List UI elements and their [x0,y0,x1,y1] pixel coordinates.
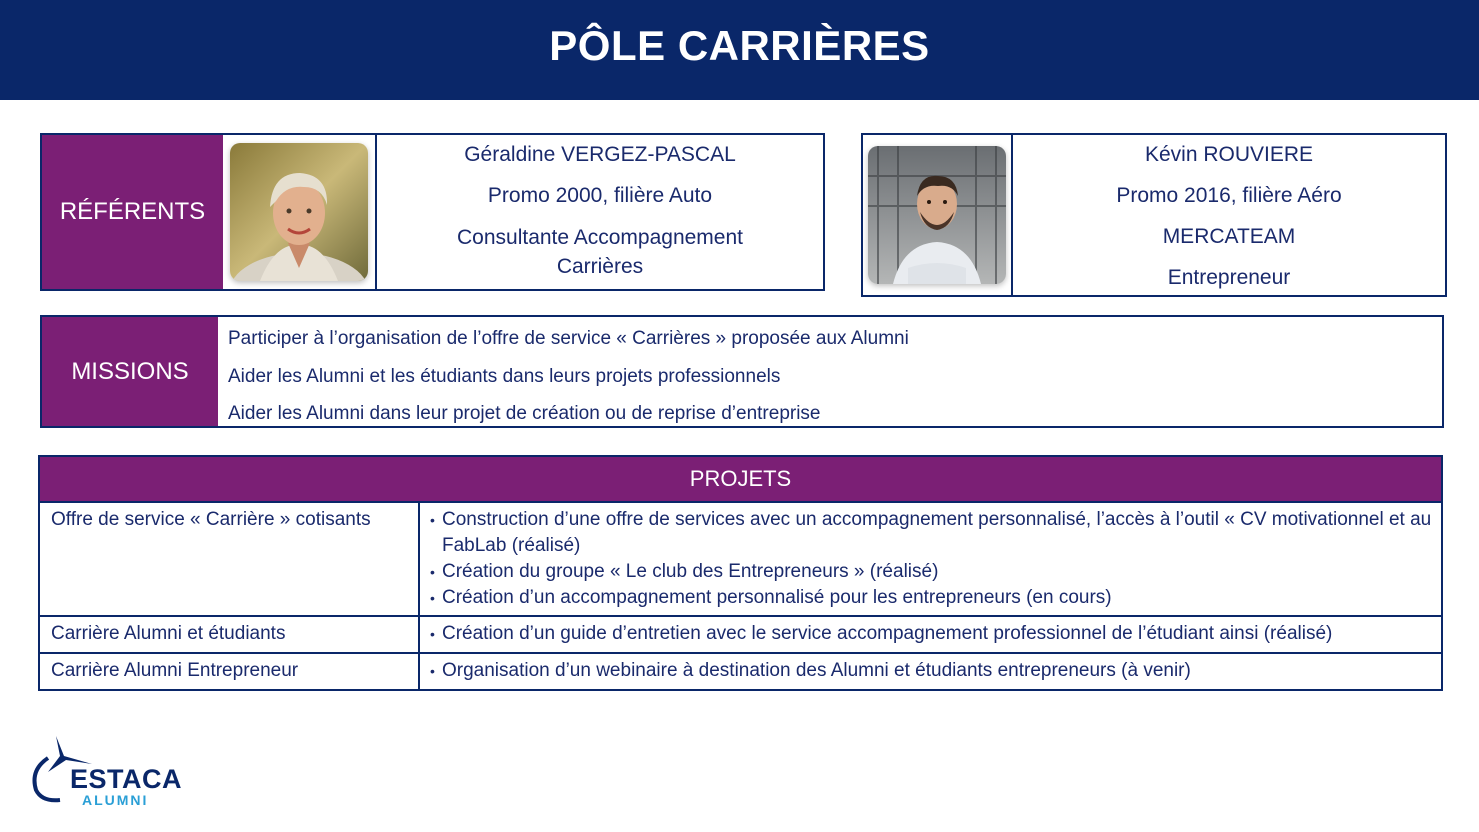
logo-sub: ALUMNI [82,792,149,808]
photo-cell [223,135,377,289]
projets-table [38,455,1443,691]
bullet-icon: • [430,512,435,528]
referent-card-1 [40,133,825,291]
referent-promo-1: Promo 2000, filière Auto [487,184,713,207]
list-item [430,658,1433,684]
project-items [420,654,1441,689]
project-item-text: Création du groupe « Le club des Entrepreneurs » (réalisé) [442,561,939,582]
missions-list [218,317,909,426]
list-item [430,507,1433,559]
referent-name-1: Géraldine VERGEZ-PASCAL [464,143,736,166]
photo-cell [863,135,1013,295]
table-row [40,652,1441,689]
estaca-alumni-logo [26,734,196,810]
project-category: Carrière Alumni Entrepreneur [40,654,420,689]
referent-company-2: MERCATEAM [1162,225,1296,248]
project-item-text: Construction d’une offre de services avec un accompagnement personnalisé, l’accès à l’outil « CV motivationnel et au FabLab (réalisé) [442,509,1432,556]
referents-label: RÉFÉRENTS [42,135,223,289]
mission-item: Participer à l’organisation de l’offre de service « Carrières » proposée aux Alumni [228,328,909,349]
mission-item: Aider les Alumni et les étudiants dans leurs projets professionnels [228,365,781,387]
logo-name: ESTACA [70,764,183,794]
bullet-icon: • [430,626,435,642]
page-title: PÔLE CARRIÈRES [549,22,930,69]
referent-promo-2: Promo 2016, filière Aéro [1116,184,1342,207]
referent-card-2 [861,133,1447,297]
project-items [420,617,1441,652]
referent-name-2: Kévin ROUVIERE [1144,143,1314,166]
projets-header: PROJETS [40,457,1441,501]
project-item-text: Création d’un guide d’entretien avec le service accompagnement professionnel de l’étudiant ainsi (réalisé) [442,623,1333,644]
referent-info-2 [1013,135,1445,295]
project-category: Carrière Alumni et étudiants [40,617,420,652]
mission-item: Aider les Alumni dans leur projet de création ou de reprise d’entreprise [228,403,821,424]
referent-photo-2 [868,146,1006,284]
title-banner [0,0,1479,100]
missions-block [40,315,1444,428]
project-category: Offre de service « Carrière » cotisants [40,503,420,615]
list-item [430,621,1433,647]
referent-role-1: Consultante Accompagnement Carrières [456,226,743,278]
bullet-icon: • [430,564,435,580]
table-row [40,501,1441,615]
referent-info-1 [377,135,823,289]
list-item [430,559,1433,585]
bullet-icon: • [430,663,435,679]
referent-role-2: Entrepreneur [1167,266,1291,289]
missions-label: MISSIONS [42,317,218,426]
project-items [420,503,1441,615]
project-item-text: Création d’un accompagnement personnalisé pour les entrepreneurs (en cours) [442,587,1112,608]
referent-photo-1 [230,143,368,281]
bullet-icon: • [430,590,435,606]
list-item [430,585,1433,611]
table-row [40,615,1441,652]
project-item-text: Organisation d’un webinaire à destination des Alumni et étudiants entrepreneurs (à venir) [442,660,1191,681]
